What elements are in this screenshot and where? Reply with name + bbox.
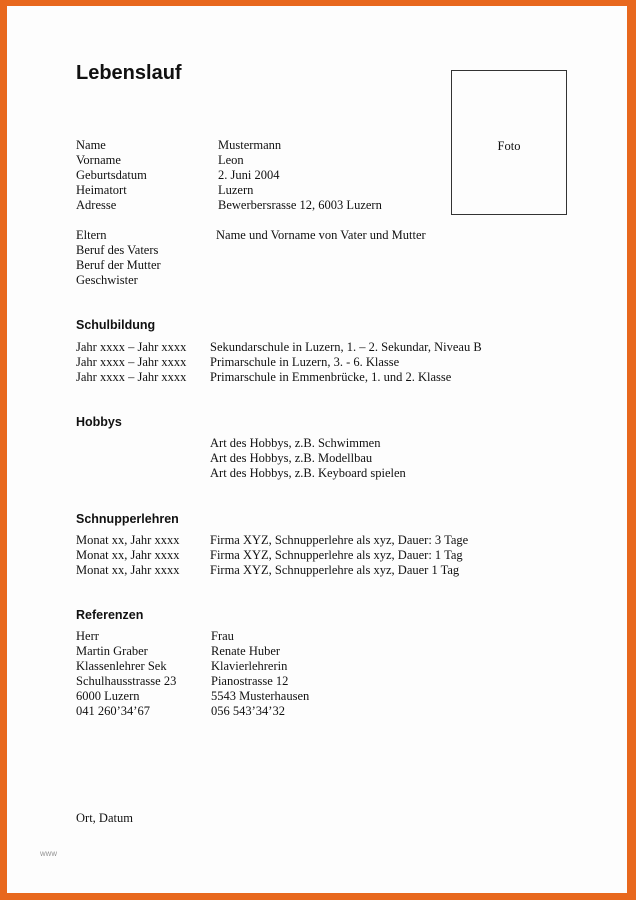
place-date-label: Ort, Datum <box>76 811 133 825</box>
hobby-item: Art des Hobbys, z.B. Keyboard spielen <box>210 466 406 480</box>
schnupper-row-date: Monat xx, Jahr xxxx <box>76 533 180 547</box>
schul-row-text: Primarschule in Emmenbrücke, 1. und 2. Klasse <box>210 370 452 384</box>
schnupper-row-date: Monat xx, Jahr xxxx <box>76 563 180 577</box>
personal-value-vorname: Leon <box>218 153 244 167</box>
schul-row-date: Jahr xxxx – Jahr xxxx <box>76 370 187 384</box>
parents-label-geschwister: Geschwister <box>76 273 138 287</box>
schul-row-text: Sekundarschule in Luzern, 1. – 2. Sekundar, Niveau B <box>210 340 482 354</box>
section-heading-schulbildung: Schulbildung <box>76 318 156 332</box>
reference-right-line: 056 543’34’32 <box>211 704 285 718</box>
personal-value-name: Mustermann <box>218 138 282 152</box>
personal-label-name: Name <box>76 138 106 152</box>
hobby-item: Art des Hobbys, z.B. Schwimmen <box>210 436 381 450</box>
reference-right-line: Klavierlehrerin <box>211 659 288 673</box>
schnupper-row-text: Firma XYZ, Schnupperlehre als xyz, Dauer 1 Tag <box>210 563 460 577</box>
section-heading-schnupperlehren: Schnupperlehren <box>76 512 179 526</box>
document-page <box>7 6 627 893</box>
reference-left-line: 6000 Luzern <box>76 689 140 703</box>
schul-row-date: Jahr xxxx – Jahr xxxx <box>76 355 187 369</box>
schnupper-row-text: Firma XYZ, Schnupperlehre als xyz, Dauer: 3 Tage <box>210 533 469 547</box>
watermark-stamp: WWW <box>40 852 57 858</box>
reference-left-line: Schulhausstrasse 23 <box>76 674 177 688</box>
personal-value-geburtsdatum: 2. Juni 2004 <box>218 168 280 182</box>
section-heading-hobbys: Hobbys <box>76 415 122 429</box>
reference-left-line: Martin Graber <box>76 644 148 658</box>
section-heading-referenzen: Referenzen <box>76 608 144 622</box>
reference-right-line: Frau <box>211 629 234 643</box>
reference-right-line: 5543 Musterhausen <box>211 689 310 703</box>
photo-label: Foto <box>497 139 521 153</box>
personal-label-heimatort: Heimatort <box>76 183 127 197</box>
parents-label-eltern: Eltern <box>76 228 107 242</box>
document-title: Lebenslauf <box>76 62 182 84</box>
personal-label-adresse: Adresse <box>76 198 117 212</box>
personal-value-adresse: Bewerbersrasse 12, 6003 Luzern <box>218 198 382 212</box>
schul-row-date: Jahr xxxx – Jahr xxxx <box>76 340 187 354</box>
schnupper-row-text: Firma XYZ, Schnupperlehre als xyz, Dauer: 1 Tag <box>210 548 463 562</box>
reference-left-line: 041 260’34’67 <box>76 704 150 718</box>
parents-label-beruf-mutter: Beruf der Mutter <box>76 258 161 272</box>
photo-placeholder <box>451 70 567 215</box>
personal-value-heimatort: Luzern <box>218 183 254 197</box>
parents-label-beruf-vater: Beruf des Vaters <box>76 243 159 257</box>
schnupper-row-date: Monat xx, Jahr xxxx <box>76 548 180 562</box>
parents-value-eltern: Name und Vorname von Vater und Mutter <box>216 228 426 242</box>
hobby-item: Art des Hobbys, z.B. Modellbau <box>210 451 373 465</box>
personal-label-geburtsdatum: Geburtsdatum <box>76 168 147 182</box>
reference-right-line: Renate Huber <box>211 644 281 658</box>
schul-row-text: Primarschule in Luzern, 3. - 6. Klasse <box>210 355 400 369</box>
reference-left-line: Klassenlehrer Sek <box>76 659 167 673</box>
reference-left-line: Herr <box>76 629 99 643</box>
personal-label-vorname: Vorname <box>76 153 121 167</box>
reference-right-line: Pianostrasse 12 <box>211 674 289 688</box>
